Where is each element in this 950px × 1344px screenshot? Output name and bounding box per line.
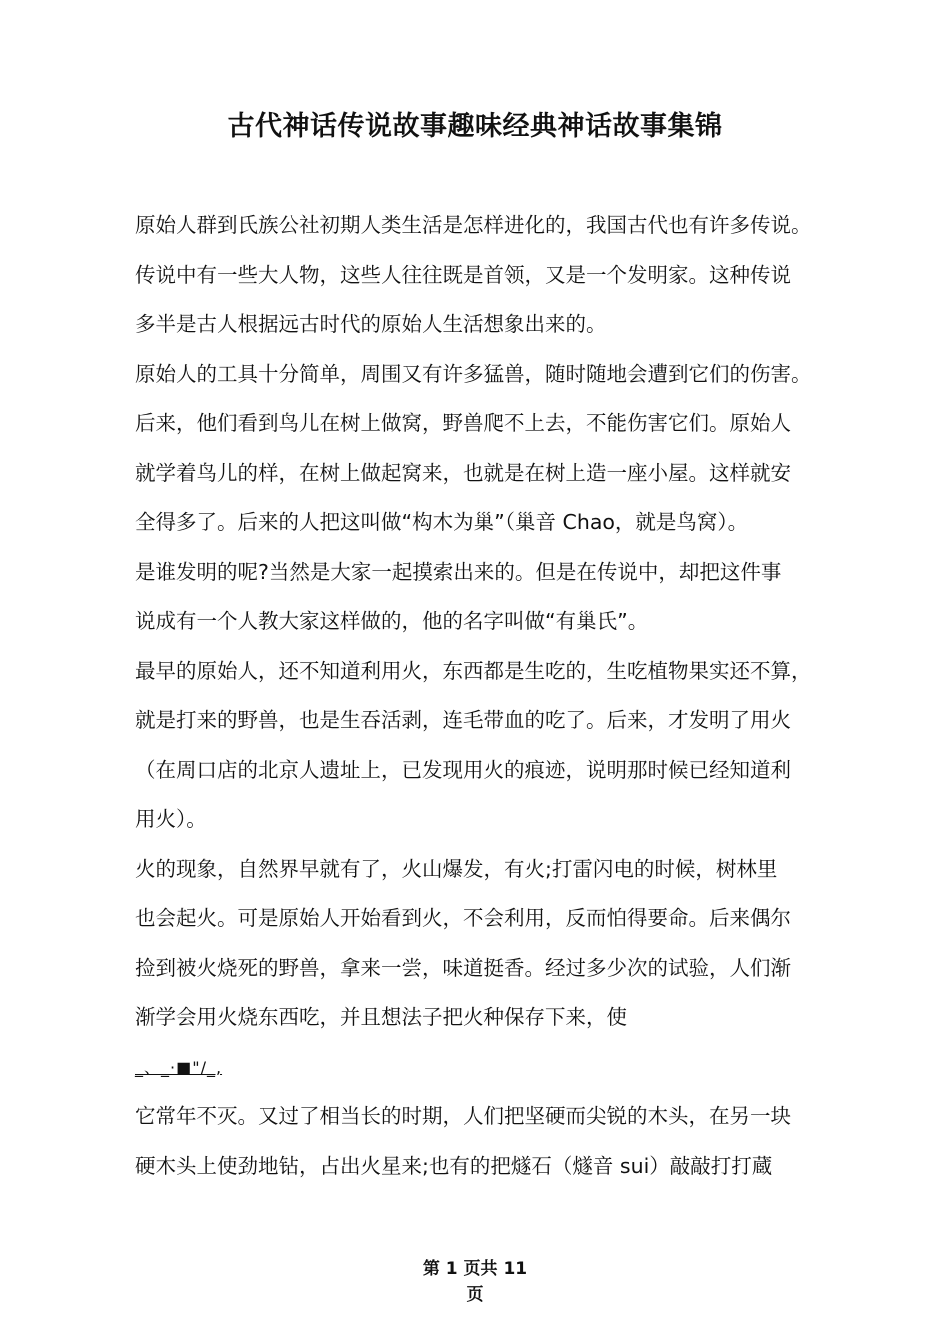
text-line: 原始人的工具十分简单，周围又有许多猛兽，随时随地会遭到它们的伤害。 (135, 361, 812, 386)
garbled-text-line (135, 1043, 855, 1093)
text-line: 火的现象，自然界早就有了，火山爆发，有火;打雷闪电的时候，树林里 (135, 856, 778, 881)
text-line: 传说中有一些大人物，这些人往往既是首领，又是一个发明家。这种传说 (135, 262, 791, 287)
text-line: 就是打来的野兽，也是生吞活剥，连毛带血的吃了。后来，才发明了用火 (135, 708, 791, 732)
text-line: 最早的原始人，还不知道利用火，东西都是生吃的，生吃植物果实还不算， (135, 658, 812, 683)
page-number-line2: 页 (466, 1285, 484, 1305)
text-line: 后来，他们看到鸟儿在树上做窝，野兽爬不上去，不能伤害它们。原始人 (135, 411, 791, 435)
text-line: 捡到被火烧死的野兽，拿来一尝，味道挺香。经过多少次的试验，人们渐 (135, 955, 791, 980)
text-line: 全得多了。后来的人把这叫做“构木为巢”（巢音 Chao，就是鸟窝）。 (135, 510, 749, 534)
page-number-line1: 第 1 页共 11 (422, 1259, 528, 1279)
text-line: 用火）。 (135, 807, 207, 831)
text-line: （在周口店的北京人遗址上，已发现用火的痕迹，说明那时候已经知道利 (135, 757, 791, 782)
text-line: 它常年不灭。又过了相当长的时期，人们把坚硬而尖锐的木头，在另一块 (135, 1104, 791, 1128)
page-footer (0, 1256, 950, 1308)
text-line: 也会起火。可是原始人开始看到火，不会利用，反而怕得要命。后来偶尔 (135, 906, 791, 930)
text-line: 多半是古人根据远古时代的原始人生活想象出来的。 (135, 312, 607, 336)
text-line: 就学着鸟儿的样，在树上做起窝来，也就是在树上造一座小屋。这样就安 (135, 460, 791, 485)
text-line: 是谁发明的呢?当然是大家一起摸索出来的。但是在传说中，却把这件事 (135, 559, 782, 584)
garbled-text: _、_·■"/_, (135, 1057, 223, 1077)
page-title: 古代神话传说故事趣味经典神话故事集锦 (227, 111, 723, 142)
text-line: 说成有一个人教大家这样做的，他的名字叫做“有巢氏”。 (135, 609, 649, 633)
document-body (135, 201, 855, 1191)
text-line: 渐学会用火烧东西吃，并且想法子把火种保存下来，使 (135, 1005, 627, 1029)
text-line: 原始人群到氏族公社初期人类生活是怎样进化的，我国古代也有许多传说。 (135, 213, 812, 237)
text-line: 硬木头上使劲地钻，占出火星来;也有的把燧石（燧音 sui）敲敲打打蔵 (135, 1153, 773, 1178)
